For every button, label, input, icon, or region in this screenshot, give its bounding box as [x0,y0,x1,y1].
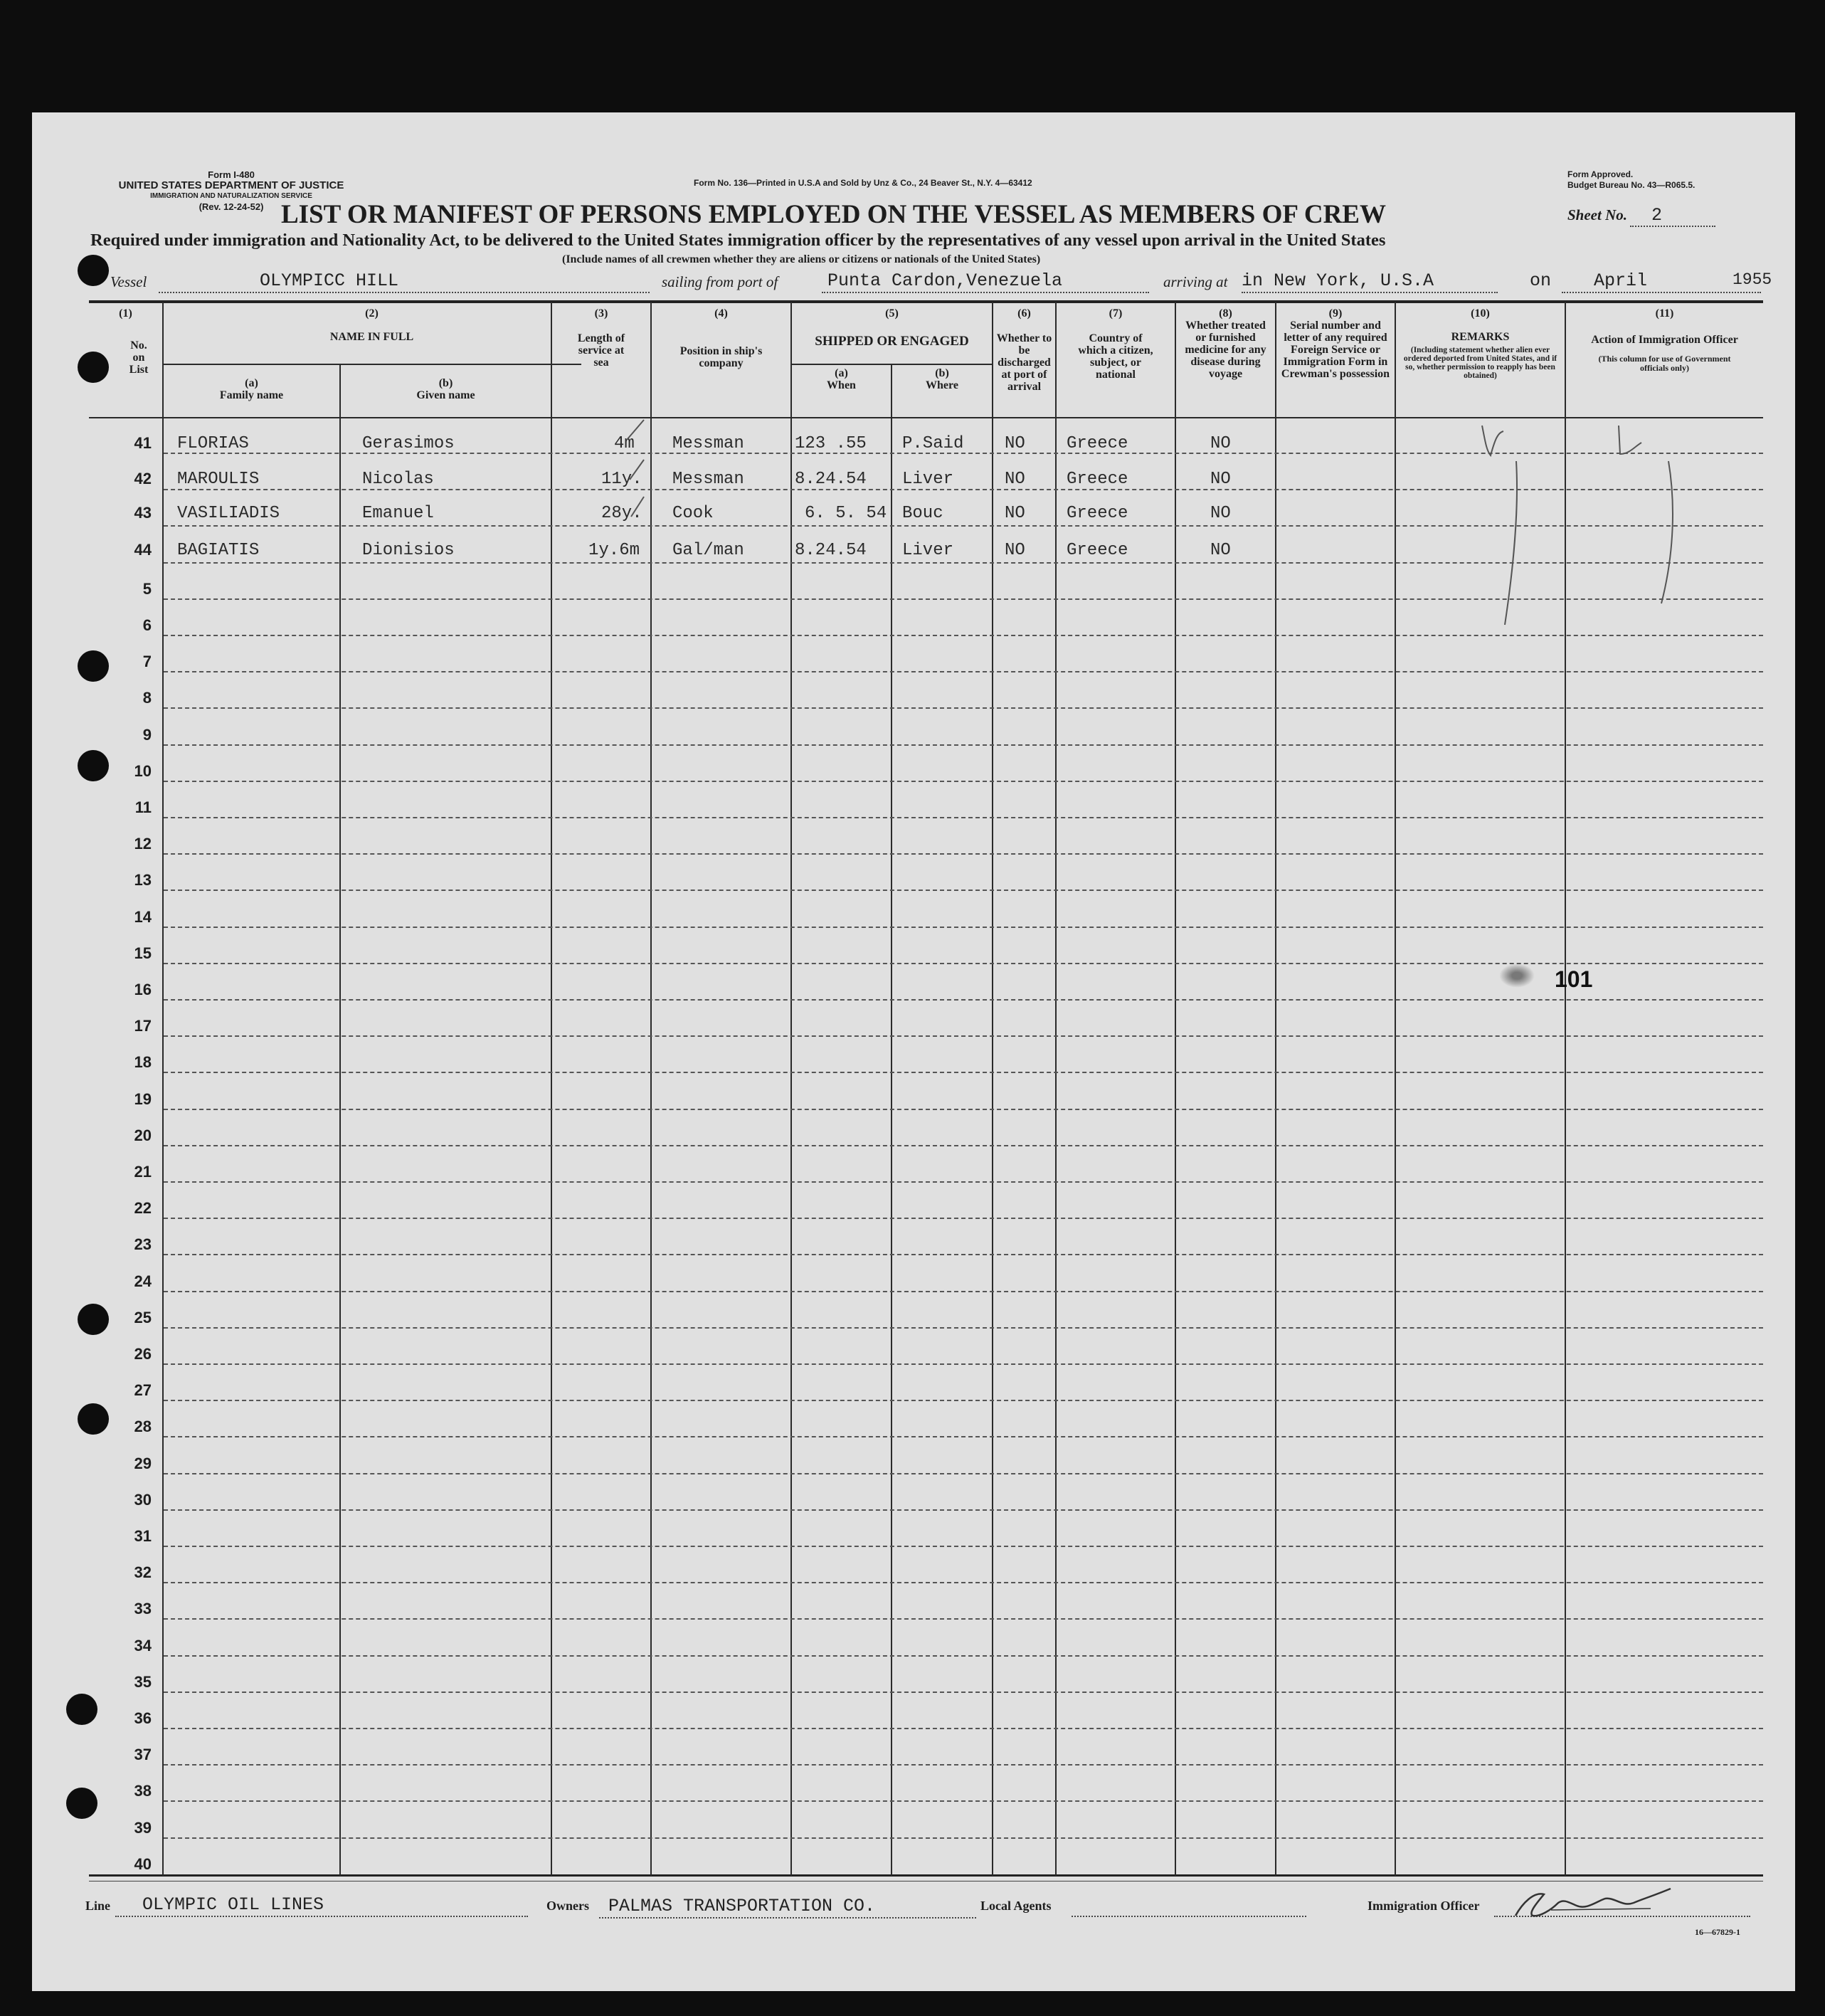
owners-value: PALMAS TRANSPORTATION CO. [608,1896,876,1916]
sheet-value: 2 [1630,205,1715,227]
col11-header: (11) Action of Immigration Officer (This column for use of Government officials only) [1591,307,1738,373]
treated: NO [1210,541,1231,560]
table-top-border [89,300,1763,303]
col2-header: (2) NAME IN FULL [329,307,414,343]
row-number: 6 [142,616,152,634]
row-divider [164,1400,1763,1401]
row-number: 32 [134,1563,152,1582]
col-line [790,302,792,1876]
col10-header: (10) REMARKS (Including statement whether alien ever ordered deported from United States, and if so, whether permission to reapply has been obtained) [1403,307,1557,380]
line-label: Line [85,1899,111,1913]
family-name: BAGIATIS [177,541,260,560]
row-number: 38 [134,1782,152,1800]
row-number: 13 [134,871,152,890]
country: Greece [1067,470,1128,489]
year-value: 1955 [1733,270,1772,289]
col-line [162,302,164,1876]
service: IMMIGRATION AND NATURALIZATION SERVICE [150,192,312,200]
col5-header: (5) SHIPPED OR ENGAGED [815,307,969,349]
position: Messman [672,470,744,489]
col-line [1395,302,1396,1876]
vessel-value: OLYMPICC HILL [260,270,399,291]
length-of-service: 1y.6m [588,541,640,560]
sheet-label: Sheet No. [1567,206,1627,223]
row-number: 30 [134,1490,152,1509]
col6-header: (6) Whether to be discharged at port of arrival [996,307,1052,393]
treated: NO [1210,434,1231,453]
punch-hole [66,1788,97,1819]
footer [85,1891,1765,1937]
punch-hole [66,1694,97,1725]
treated: NO [1210,504,1231,523]
sheet-number [1567,205,1715,227]
form-code: 16—67829-1 [1695,1927,1740,1937]
row-number: 10 [134,761,152,780]
row-number: 35 [134,1672,152,1691]
col-line [339,365,341,1876]
family-name: FLORIAS [177,434,249,453]
row-number: 26 [134,1345,152,1363]
on-value: April [1594,270,1648,291]
row-number: 25 [134,1308,152,1326]
row-divider [164,1800,1763,1802]
row-number: 42 [134,470,152,487]
shipped-where: Liver [902,541,954,560]
row-number: 20 [134,1126,152,1144]
row-divider [164,707,1763,709]
row-number: 11 [134,798,152,816]
row-divider [164,853,1763,855]
shipped-when: 6. 5. 54 [805,504,887,523]
col-line [992,302,993,1876]
form-number: Form I-480 [208,169,255,180]
given-name: Nicolas [362,470,434,489]
row-number: 41 [134,434,152,452]
budget-bureau: Budget Bureau No. 43—R065.5. [1567,180,1696,190]
row-divider [164,744,1763,746]
shipped-when: 8.24.54 [795,541,867,560]
name-subheader-line [164,364,581,365]
row-divider [164,1327,1763,1329]
row-number: 36 [134,1709,152,1727]
row-divider [164,1254,1763,1255]
col-line [551,302,552,1876]
vessel-line [110,270,1772,295]
row-number: 9 [142,725,152,744]
col9-header: (9) Serial number and letter of any required Foreign Service or Immigration Form in Crewman's possession [1281,307,1390,380]
discharged: NO [1005,434,1025,453]
printer-note: Form No. 136—Printed in U.S.A and Sold by Unz & Co., 24 Beaver St., N.Y. 4—63412 [694,178,1032,188]
stamp-number: 101 [1555,966,1593,992]
position: Cook [672,504,714,523]
revision: (Rev. 12-24-52) [199,201,264,212]
col1-header: (1) No. on List [119,307,149,376]
col8-header: (8) Whether treated or furnished medicine for any disease during voyage [1185,307,1266,380]
row-number: 18 [134,1053,152,1072]
row-number: 31 [134,1527,152,1545]
shipped-when: 8.24.54 [795,470,867,489]
row-divider [164,1509,1763,1511]
row-number: 16 [134,981,152,998]
row-divider [164,1837,1763,1839]
row-number: 21 [134,1163,152,1181]
row-number: 29 [134,1454,152,1472]
given-name: Gerasimos [362,434,455,453]
row-divider [164,1546,1763,1547]
row-number: 14 [134,907,152,926]
row-number: 44 [134,541,152,559]
col2a-header: (a) Family name [219,377,284,401]
row-divider [164,1072,1763,1073]
row-divider [164,1473,1763,1474]
row-number: 8 [142,689,152,707]
family-name: MAROULIS [177,470,260,489]
row-divider [164,890,1763,891]
row-divider [164,1764,1763,1766]
handwritten-check-marks [1448,411,1747,696]
row-divider [164,999,1763,1001]
arriving-value: in New York, U.S.A [1242,270,1434,291]
row-number: 12 [134,835,152,853]
department: UNITED STATES DEPARTMENT OF JUSTICE [118,179,344,191]
immigration-officer-label: Immigration Officer [1368,1899,1480,1913]
page-title: LIST OR MANIFEST OF PERSONS EMPLOYED ON THE VESSEL AS MEMBERS OF CREW [281,200,1386,229]
discharged: NO [1005,541,1025,560]
row-number: 17 [134,1017,152,1035]
row-number: 19 [134,1089,152,1108]
officer-signature [1508,1882,1679,1924]
owners-label: Owners [546,1899,589,1913]
manifest-sheet [32,112,1795,1991]
sailing-label: sailing from port of [662,273,778,290]
form-approved: Form Approved. [1567,169,1634,179]
arriving-label: arriving at [1163,273,1228,290]
row-divider [164,1145,1763,1146]
row-divider [164,927,1763,928]
given-name: Emanuel [362,504,434,523]
col-line [891,365,892,1876]
row-divider [164,1109,1763,1110]
col2b-header: (b) Given name [416,377,475,401]
include-note: (Include names of all crewmen whether they are aliens or citizens or nationals of the United States) [562,253,1041,265]
col7-header: (7) Country of which a citizen, subject, or national [1078,307,1153,381]
subtitle: Required under immigration and Nationality Act, to be delivered to the United States immigration officer by the representatives of any vessel upon arrival in the United States [90,231,1386,250]
row-number: 24 [134,1272,152,1290]
row-divider [164,1655,1763,1657]
row-divider [164,1363,1763,1365]
row-divider [164,1618,1763,1620]
shipped-where: P.Said [902,434,964,453]
treated: NO [1210,470,1231,489]
position: Gal/man [672,541,744,560]
row-divider [164,1436,1763,1437]
shipped-subheader-line [792,364,993,365]
row-divider [164,1291,1763,1292]
col3-header: (3) Length of service at sea [577,307,625,369]
row-divider [164,1218,1763,1219]
row-divider [164,781,1763,782]
row-number: 39 [134,1818,152,1837]
shipped-where: Bouc [902,504,943,523]
on-label: on [1530,270,1552,291]
row-number: 40 [134,1854,152,1873]
col4-header: (4) Position in ship's company [679,307,763,369]
stamp-smudge [1499,964,1535,988]
row-number: 23 [134,1235,152,1254]
row-number: 7 [142,653,152,671]
row-divider [164,1035,1763,1037]
col5a-header: (a) When [827,367,856,391]
country: Greece [1067,434,1128,453]
family-name: VASILIADIS [177,504,280,523]
row-number: 5 [142,579,152,598]
sailing-value: Punta Cardon,Venezuela [827,270,1063,291]
row-number: 27 [134,1381,152,1400]
country: Greece [1067,504,1128,523]
line-value: OLYMPIC OIL LINES [142,1894,324,1915]
row-divider [164,1582,1763,1583]
length-of-service: 11y. [601,470,642,489]
local-agents-label: Local Agents [980,1899,1052,1913]
row-divider [164,1728,1763,1729]
col5b-header: (b) Where [926,367,958,391]
row-number: 37 [134,1746,152,1764]
country: Greece [1067,541,1128,560]
row-number: 33 [134,1600,152,1618]
col-line [1175,302,1176,1876]
row-number: 15 [134,944,152,962]
row-divider [164,1692,1763,1693]
given-name: Dionisios [362,541,455,560]
punch-hole [78,255,109,286]
row-divider [164,1181,1763,1183]
position: Messman [672,434,744,453]
row-number: 22 [134,1199,152,1218]
row-number: 28 [134,1418,152,1436]
tick-marks-length-column [615,418,658,547]
row-number: 34 [134,1636,152,1655]
punch-hole [78,1403,109,1435]
row-divider [164,817,1763,818]
shipped-when: 123 .55 [795,434,867,453]
discharged: NO [1005,470,1025,489]
col-line [1275,302,1276,1876]
row-number: 43 [134,504,152,522]
shipped-where: Liver [902,470,954,489]
length-of-service: 28y. [601,504,642,523]
punch-hole [78,650,109,682]
punch-hole [78,750,109,781]
col-line [1055,302,1057,1876]
length-of-service: 4m [614,434,635,453]
form-right-block [1567,169,1695,191]
punch-hole [78,1304,109,1335]
vessel-label: Vessel [110,273,147,290]
discharged: NO [1005,504,1025,523]
